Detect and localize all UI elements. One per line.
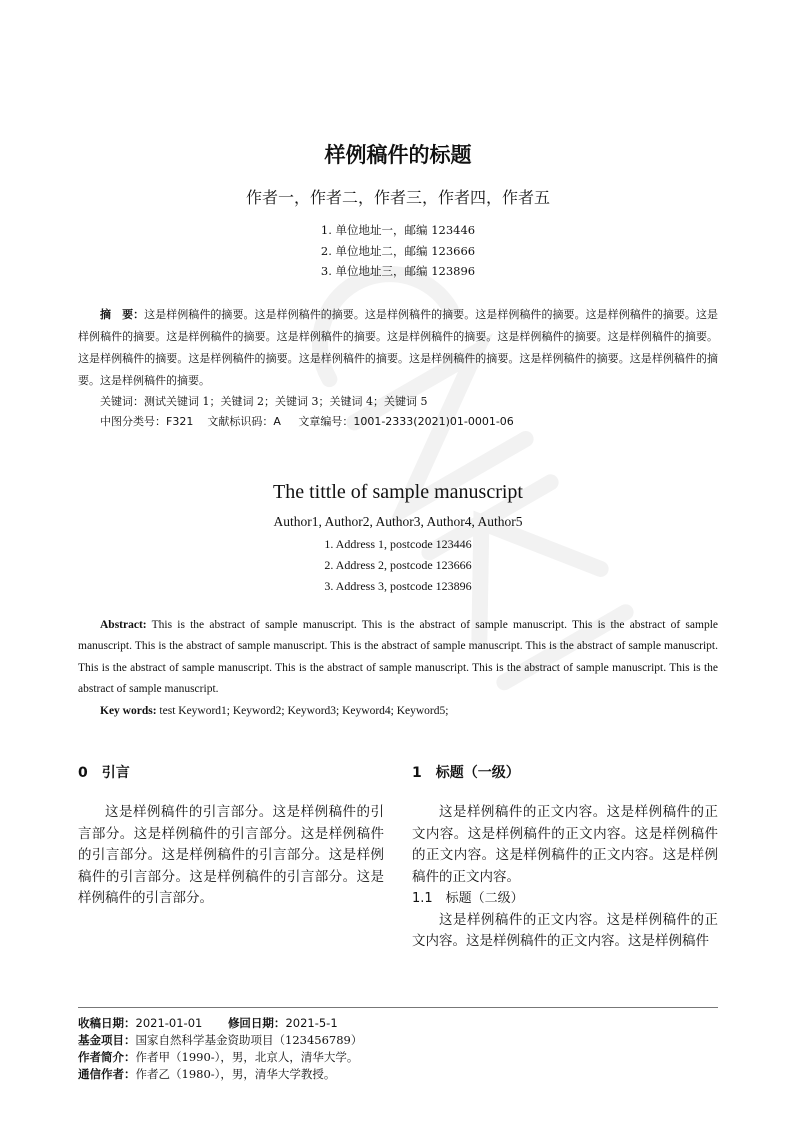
clc-label: 中图分类号： [100, 414, 166, 428]
keywords-label: Key words: [100, 704, 157, 717]
address-1: 1. 单位地址一，邮编 123446 [320, 223, 476, 237]
section-0-heading: 0 引言 [78, 765, 130, 781]
chinese-addresses [78, 220, 718, 282]
address-1: 1. Address 1, postcode 123446 [324, 536, 472, 551]
paragraph: 这是样例稿件的正文内容。这是样例稿件的正文内容。这是样例稿件的正文内容。这是样例稿件 [412, 911, 718, 949]
left-column [78, 762, 384, 953]
fund-label: 基金项目： [78, 1033, 136, 1047]
abstract-text: This is the abstract of sample manuscript. This is the abstract of sample manuscript. This is the abstract of sample manuscript. This is the abstract of sample manuscript. This is the abstract of sample manuscript. This is the abstract of sample manuscript. This is the abstract of sample manuscript. This is the abstract of sample manuscript. This is the abstract of sample manuscript. This is the abstract of sample manuscript. [78, 618, 718, 695]
footer [78, 987, 718, 1083]
abstract-label: Abstract: [100, 618, 147, 631]
dates-line [78, 1015, 718, 1032]
corr-text: 作者乙（1980-），男，清华大学教授。 [135, 1067, 336, 1081]
revised-date: 2021-5-1 [285, 1016, 338, 1030]
corr-label: 通信作者： [78, 1067, 136, 1081]
chinese-authors: 作者一，作者二，作者三，作者四，作者五 [245, 188, 550, 207]
revised-label: 修回日期： [227, 1016, 286, 1030]
section-1-1-heading: 1.1 标题（二级） [412, 891, 524, 906]
abstract-text: 这是样例稿件的摘要。这是样例稿件的摘要。这是样例稿件的摘要。这是样例稿件的摘要。这是样例稿件的摘要。这是样例稿件的摘要。这是样例稿件的摘要。这是样例稿件的摘要。这是样例稿件的摘要。这是样例稿件的摘要。这是样例稿件的摘要。这是样例稿件的摘要。这是样例稿件的摘要。这是样例稿件的摘要。这是样例稿件的摘要。这是样例稿件的摘要。这是样例稿件的摘要。这是样例稿件的摘要。 [78, 307, 719, 387]
bio-label: 作者简介： [78, 1050, 136, 1064]
address-3: 3. 单位地址三，邮编 123896 [320, 264, 476, 278]
fund-text: 国家自然科学基金资助项目（123456789） [135, 1033, 363, 1047]
address-2: 2. 单位地址二，邮编 123666 [320, 243, 476, 258]
bio-text: 作者甲（1990-），男，北京人，清华大学。 [135, 1050, 359, 1064]
classification-line [78, 412, 718, 432]
abstract-label: 摘 要： [100, 307, 145, 321]
footer-divider [78, 1007, 718, 1008]
chinese-keywords [78, 392, 718, 412]
chinese-abstract [78, 304, 718, 392]
footnote-block [78, 1015, 718, 1083]
article-no-label: 文章编号： [298, 414, 354, 428]
english-title: The tittle of sample manuscript [273, 480, 523, 503]
doc-code-label: 文献标识码： [207, 414, 274, 428]
chinese-title: 样例稿件的标题 [324, 143, 472, 167]
english-keywords [78, 701, 718, 723]
keywords-text: 测试关键词 1；关键词 2；关键词 3；关键词 4；关键词 5 [144, 394, 428, 408]
english-abstract [78, 615, 718, 701]
clc-value: F321 [166, 414, 194, 428]
received-label: 收稿日期： [78, 1016, 136, 1030]
article-no-value: 1001-2333(2021)01-0001-06 [353, 414, 514, 428]
bio-line [78, 1049, 718, 1066]
english-addresses [78, 534, 718, 597]
body-columns [78, 762, 718, 953]
doc-code-value: A [273, 414, 281, 428]
keywords-text: test Keyword1; Keyword2; Keyword3; Keyword4; Keyword5; [156, 704, 449, 717]
address-3: 3. Address 3, postcode 123896 [324, 578, 472, 593]
english-authors: Author1, Author2, Author3, Author4, Author5 [273, 513, 523, 529]
correspondence-line [78, 1066, 718, 1083]
received-date: 2021-01-01 [135, 1016, 203, 1030]
keywords-label: 关键词： [100, 394, 144, 408]
paragraph: 这是样例稿件的引言部分。这是样例稿件的引言部分。这是样例稿件的引言部分。这是样例稿件的引言部分。这是样例稿件的引言部分。这是样例稿件的引言部分。这是样例稿件的引言部分。这是样例稿件的引言部分。 [78, 804, 384, 906]
paragraph: 这是样例稿件的正文内容。这是样例稿件的正文内容。这是样例稿件的正文内容。这是样例稿件的正文内容。这是样例稿件的正文内容。这是样例稿件的正文内容。 [412, 804, 718, 885]
fund-line [78, 1032, 718, 1049]
address-2: 2. Address 2, postcode 123666 [324, 557, 472, 572]
section-1-heading: 1 标题（一级） [412, 765, 520, 781]
right-column [412, 762, 718, 953]
